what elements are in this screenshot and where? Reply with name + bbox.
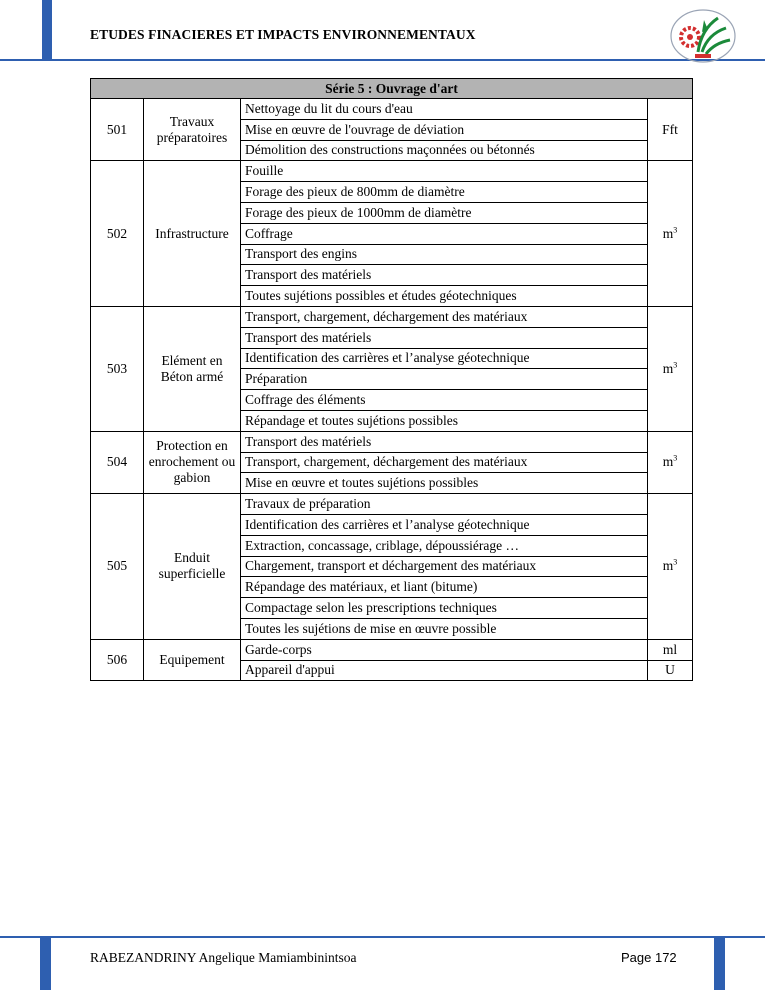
unit-text: m bbox=[662, 558, 674, 574]
table-title: Série 5 : Ouvrage d'art bbox=[91, 79, 693, 99]
group-code: 504 bbox=[91, 431, 144, 493]
item-cell: Coffrage des éléments bbox=[241, 390, 648, 411]
unit-text: Fft bbox=[662, 121, 678, 137]
item-cell: Transport des matériels bbox=[241, 265, 648, 286]
table-row bbox=[91, 431, 693, 452]
item-cell: Transport des matériels bbox=[241, 431, 648, 452]
table-row bbox=[91, 639, 693, 660]
item-cell: Répandage et toutes sujétions possibles bbox=[241, 410, 648, 431]
footer-author: RABEZANDRINY Angelique Mamiambinintsoa bbox=[90, 950, 357, 965]
item-cell: Compactage selon les prescriptions techniques bbox=[241, 598, 648, 619]
unit-exponent: 3 bbox=[673, 225, 678, 235]
group-code: 505 bbox=[91, 494, 144, 640]
unit-exponent: 3 bbox=[673, 557, 678, 567]
table-row bbox=[91, 99, 693, 120]
group-code: 502 bbox=[91, 161, 144, 307]
header-accent-bar bbox=[42, 0, 52, 60]
item-cell: Travaux de préparation bbox=[241, 494, 648, 515]
item-cell: Forage des pieux de 800mm de diamètre bbox=[241, 182, 648, 203]
group-category: Travaux préparatoires bbox=[144, 99, 241, 161]
unit-text: m bbox=[662, 454, 674, 470]
item-cell: Mise en œuvre et toutes sujétions possibles bbox=[241, 473, 648, 494]
table-row bbox=[91, 494, 693, 515]
item-cell: Identification des carrières et l’analyse géotechnique bbox=[241, 514, 648, 535]
unit-exponent: 3 bbox=[673, 453, 678, 463]
item-cell: Coffrage bbox=[241, 223, 648, 244]
item-cell: Fouille bbox=[241, 161, 648, 182]
item-cell: Mise en œuvre de l'ouvrage de déviation bbox=[241, 119, 648, 140]
footer-rule bbox=[0, 936, 765, 938]
footer-accent-bar-left bbox=[40, 938, 51, 990]
item-cell: Transport, chargement, déchargement des matériaux bbox=[241, 452, 648, 473]
unit-cell bbox=[648, 99, 693, 161]
table-row bbox=[91, 306, 693, 327]
group-category: Enduit superficielle bbox=[144, 494, 241, 640]
group-code: 503 bbox=[91, 306, 144, 431]
item-cell: Toutes sujétions possibles et études géotechniques bbox=[241, 286, 648, 307]
item-cell: Démolition des constructions maçonnées ou bétonnés bbox=[241, 140, 648, 161]
item-cell: Identification des carrières et l’analyse géotechnique bbox=[241, 348, 648, 369]
item-cell: Transport des matériels bbox=[241, 327, 648, 348]
item-cell: Appareil d'appui bbox=[241, 660, 648, 681]
unit-text: m bbox=[662, 225, 674, 241]
item-cell: Préparation bbox=[241, 369, 648, 390]
unit-exponent: 3 bbox=[673, 360, 678, 370]
unit-cell bbox=[648, 306, 693, 431]
table-title-row bbox=[91, 79, 693, 99]
table-row bbox=[91, 161, 693, 182]
header-title: ETUDES FINACIERES ET IMPACTS ENVIRONNEMENTAUX bbox=[90, 27, 476, 42]
item-cell: Toutes les sujétions de mise en œuvre possible bbox=[241, 618, 648, 639]
group-category: Equipement bbox=[144, 639, 241, 681]
group-category: Infrastructure bbox=[144, 161, 241, 307]
group-category: Protection en enrochement ou gabion bbox=[144, 431, 241, 493]
university-logo-icon bbox=[668, 8, 738, 64]
header-rule bbox=[0, 59, 765, 61]
item-cell: Transport, chargement, déchargement des matériaux bbox=[241, 306, 648, 327]
item-cell: Chargement, transport et déchargement des matériaux bbox=[241, 556, 648, 577]
unit-cell bbox=[648, 494, 693, 640]
unit-cell bbox=[648, 161, 693, 307]
item-cell: Garde-corps bbox=[241, 639, 648, 660]
group-code: 506 bbox=[91, 639, 144, 681]
item-cell: Forage des pieux de 1000mm de diamètre bbox=[241, 202, 648, 223]
unit-cell bbox=[648, 431, 693, 493]
unit-cell: U bbox=[648, 660, 693, 681]
item-cell: Répandage des matériaux, et liant (bitume) bbox=[241, 577, 648, 598]
page-number: Page 172 bbox=[621, 950, 677, 965]
group-category: Elément en Béton armé bbox=[144, 306, 241, 431]
item-cell: Nettoyage du lit du cours d'eau bbox=[241, 99, 648, 120]
unit-cell: ml bbox=[648, 639, 693, 660]
ouvrage-art-table bbox=[90, 78, 693, 681]
group-code: 501 bbox=[91, 99, 144, 161]
footer-accent-bar-right bbox=[714, 938, 725, 990]
item-cell: Transport des engins bbox=[241, 244, 648, 265]
unit-text: m bbox=[662, 360, 674, 376]
item-cell: Extraction, concassage, criblage, dépoussiérage … bbox=[241, 535, 648, 556]
